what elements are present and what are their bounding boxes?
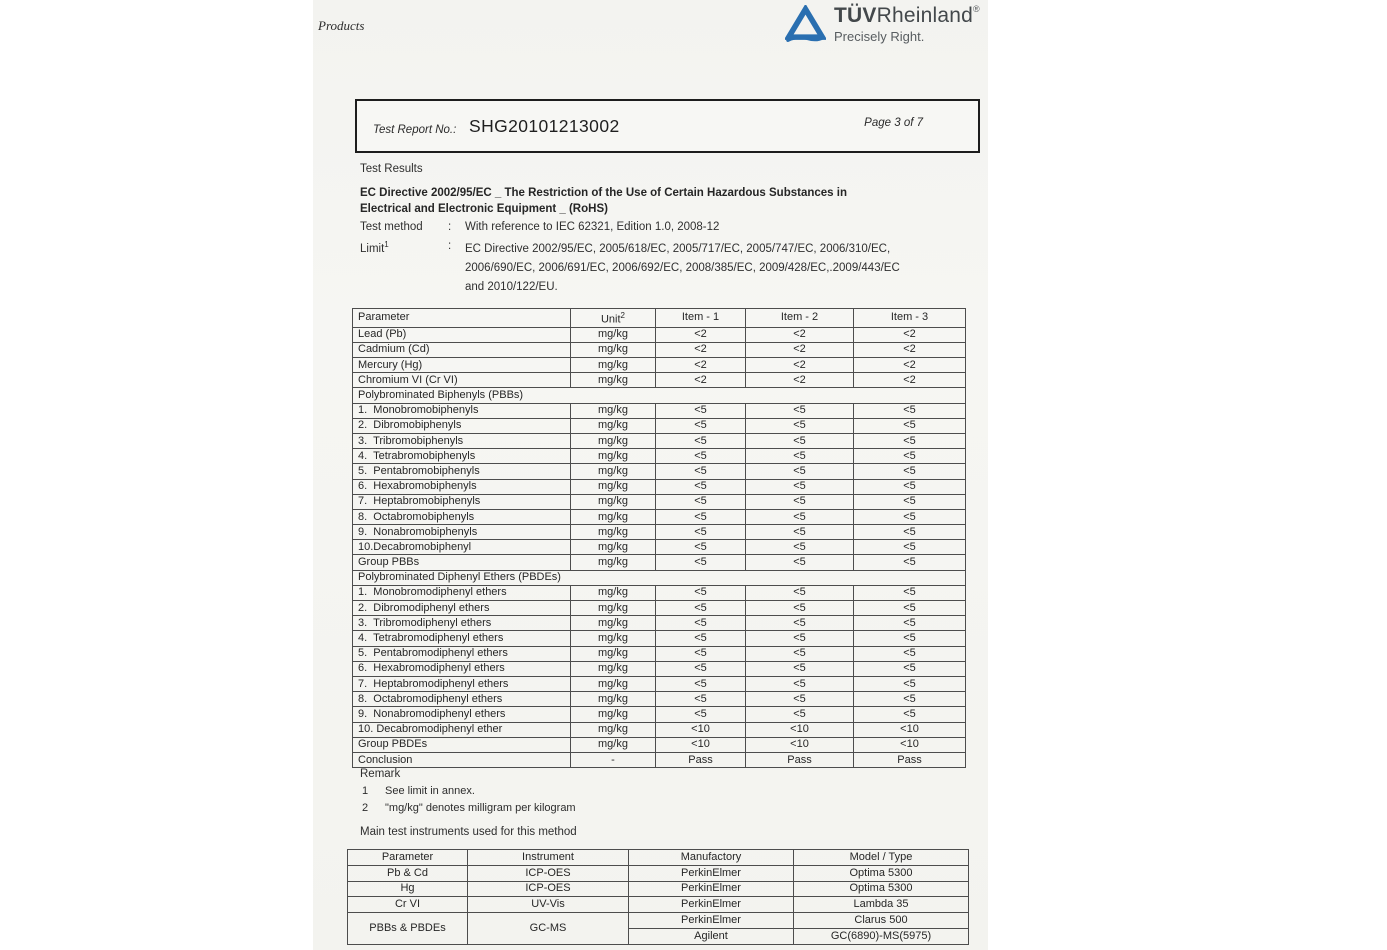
value-cell: <5 xyxy=(854,585,966,600)
instruments-cell: Lambda 35 xyxy=(794,897,969,913)
remark-item: 2 "mg/kg" denotes milligram per kilogram xyxy=(362,802,576,814)
instruments-cell: Pb & Cd xyxy=(348,865,468,881)
value-cell: <5 xyxy=(854,433,966,448)
limit-label: Limit$^1$ xyxy=(360,240,389,255)
instruments-row xyxy=(348,881,969,897)
report-number-box xyxy=(355,99,980,153)
value-cell: <5 xyxy=(746,646,854,661)
instruments-cell: PerkinElmer xyxy=(629,881,794,897)
value-cell: <2 xyxy=(656,358,746,373)
instruments-cell: PerkinElmer xyxy=(629,913,794,929)
value-cell: <5 xyxy=(746,403,854,418)
value-cell: <5 xyxy=(656,433,746,448)
value-cell: <5 xyxy=(746,433,854,448)
value-cell: <5 xyxy=(656,707,746,722)
instruments-row xyxy=(348,913,969,929)
results-row xyxy=(353,601,966,616)
value-cell: <10 xyxy=(854,737,966,752)
value-cell: <5 xyxy=(656,403,746,418)
results-row xyxy=(353,692,966,707)
limit-value: EC Directive 2002/95/EC, 2005/618/EC, 2005/717/EC, 2005/747/EC, 2006/310/EC, 2006/690/EC, 2006/691/EC, 2006/692/EC, 2008/385/EC, 2009/428/EC,.2009/443/EC and 2010/122/EU. xyxy=(465,243,900,293)
value-cell: mg/kg xyxy=(571,403,656,418)
value-cell: <5 xyxy=(746,676,854,691)
value-cell: <5 xyxy=(746,692,854,707)
value-cell: mg/kg xyxy=(571,342,656,357)
results-row xyxy=(353,327,966,342)
value-cell: <5 xyxy=(656,676,746,691)
value-cell: <5 xyxy=(854,676,966,691)
value-cell: mg/kg xyxy=(571,616,656,631)
limit-row: Limit$^1$ : xyxy=(360,240,452,255)
value-cell: <5 xyxy=(656,555,746,570)
instruments-cell: GC-MS xyxy=(468,913,629,945)
parameter-cell: 2. Dibromobiphenyls xyxy=(353,418,571,433)
value-cell: mg/kg xyxy=(571,494,656,509)
value-cell: <5 xyxy=(746,479,854,494)
instruments-cell: UV-Vis xyxy=(468,897,629,913)
instruments-cell: Hg xyxy=(348,881,468,897)
results-table-body xyxy=(353,327,966,767)
col-header-manufactory: Manufactory xyxy=(629,850,794,866)
value-cell: Pass xyxy=(746,752,854,767)
value-cell: <5 xyxy=(746,525,854,540)
value-cell: <5 xyxy=(746,509,854,524)
value-cell: <5 xyxy=(746,418,854,433)
col-header-instrument: Instrument xyxy=(468,850,629,866)
parameter-cell: 5. Pentabromodiphenyl ethers xyxy=(353,646,571,661)
parameter-cell: 8. Octabromodiphenyl ethers xyxy=(353,692,571,707)
value-cell: <5 xyxy=(854,525,966,540)
value-cell: <5 xyxy=(656,540,746,555)
value-cell: <5 xyxy=(746,601,854,616)
instruments-cell: PerkinElmer xyxy=(629,897,794,913)
value-cell: mg/kg xyxy=(571,418,656,433)
value-cell: <5 xyxy=(656,418,746,433)
instruments-cell: Cr VI xyxy=(348,897,468,913)
report-number: SHG20101213002 xyxy=(469,116,620,136)
value-cell: <5 xyxy=(854,449,966,464)
value-cell: mg/kg xyxy=(571,358,656,373)
instruments-caption: Main test instruments used for this method xyxy=(360,826,577,838)
results-row xyxy=(353,570,966,585)
results-row xyxy=(353,403,966,418)
value-cell: <5 xyxy=(854,661,966,676)
value-cell: <5 xyxy=(854,555,966,570)
instruments-cell: Agilent xyxy=(629,928,794,944)
value-cell: <5 xyxy=(656,585,746,600)
parameter-cell: Chromium VI (Cr VI) xyxy=(353,373,571,388)
instruments-header-row xyxy=(348,850,969,866)
col-header-parameter: Parameter xyxy=(353,309,571,328)
test-method-value: With reference to IEC 62321, Edition 1.0, 2008-12 xyxy=(465,221,720,233)
value-cell: <5 xyxy=(746,661,854,676)
value-cell: mg/kg xyxy=(571,585,656,600)
value-cell: <5 xyxy=(746,631,854,646)
value-cell: <5 xyxy=(854,464,966,479)
value-cell: <5 xyxy=(746,540,854,555)
value-cell: <2 xyxy=(854,373,966,388)
value-cell: mg/kg xyxy=(571,525,656,540)
value-cell: mg/kg xyxy=(571,327,656,342)
results-row xyxy=(353,555,966,570)
value-cell: <2 xyxy=(746,327,854,342)
test-results-title: Test Results xyxy=(360,163,423,175)
parameter-cell: 1. Monobromodiphenyl ethers xyxy=(353,585,571,600)
results-row xyxy=(353,373,966,388)
instruments-table-body xyxy=(348,865,969,944)
parameter-cell: 6. Hexabromodiphenyl ethers xyxy=(353,661,571,676)
value-cell: mg/kg xyxy=(571,479,656,494)
parameter-cell: 4. Tetrabromobiphenyls xyxy=(353,449,571,464)
parameter-cell: 10.Decabromobiphenyl xyxy=(353,540,571,555)
instruments-cell: ICP-OES xyxy=(468,881,629,897)
value-cell: mg/kg xyxy=(571,692,656,707)
parameter-cell: 2. Dibromodiphenyl ethers xyxy=(353,601,571,616)
value-cell: <5 xyxy=(656,509,746,524)
value-cell: <5 xyxy=(656,479,746,494)
value-cell: <5 xyxy=(854,692,966,707)
value-cell: mg/kg xyxy=(571,737,656,752)
instruments-table xyxy=(347,849,969,945)
results-row xyxy=(353,646,966,661)
parameter-cell: Mercury (Hg) xyxy=(353,358,571,373)
parameter-cell: 3. Tribromodiphenyl ethers xyxy=(353,616,571,631)
value-cell: mg/kg xyxy=(571,646,656,661)
parameter-cell: Conclusion xyxy=(353,752,571,767)
results-row xyxy=(353,464,966,479)
value-cell: <5 xyxy=(746,464,854,479)
col-header-model-type: Model / Type xyxy=(794,850,969,866)
results-row xyxy=(353,494,966,509)
results-row xyxy=(353,737,966,752)
parameter-cell: 8. Octabromobiphenyls xyxy=(353,509,571,524)
value-cell: <5 xyxy=(656,449,746,464)
results-row xyxy=(353,661,966,676)
value-cell: <2 xyxy=(746,373,854,388)
parameter-cell: 3. Tribromobiphenyls xyxy=(353,433,571,448)
results-row xyxy=(353,449,966,464)
value-cell: <5 xyxy=(656,646,746,661)
parameter-cell: 1. Monobromobiphenyls xyxy=(353,403,571,418)
test-method-label: Test method xyxy=(360,221,423,233)
value-cell: mg/kg xyxy=(571,601,656,616)
results-row xyxy=(353,525,966,540)
value-cell: <10 xyxy=(854,722,966,737)
value-cell: mg/kg xyxy=(571,373,656,388)
results-row xyxy=(353,752,966,767)
value-cell: <2 xyxy=(854,342,966,357)
parameter-cell: Lead (Pb) xyxy=(353,327,571,342)
value-cell: <5 xyxy=(656,661,746,676)
value-cell: Pass xyxy=(854,752,966,767)
value-cell: <5 xyxy=(656,616,746,631)
section-row-label: Polybrominated Diphenyl Ethers (PBDEs) xyxy=(353,570,966,585)
value-cell: <2 xyxy=(656,342,746,357)
results-row xyxy=(353,585,966,600)
value-cell: <2 xyxy=(746,342,854,357)
results-row xyxy=(353,540,966,555)
results-row xyxy=(353,509,966,524)
parameter-cell: 7. Heptabromodiphenyl ethers xyxy=(353,676,571,691)
value-cell: <10 xyxy=(656,737,746,752)
page-indicator: Page 3 of 7 xyxy=(864,117,923,129)
value-cell: <5 xyxy=(854,616,966,631)
results-table xyxy=(352,308,966,768)
results-row xyxy=(353,418,966,433)
col-header-parameter: Parameter xyxy=(348,850,468,866)
value-cell: <5 xyxy=(854,494,966,509)
value-cell: <2 xyxy=(854,358,966,373)
value-cell: <5 xyxy=(746,707,854,722)
value-cell: mg/kg xyxy=(571,464,656,479)
value-cell: <2 xyxy=(854,327,966,342)
value-cell: <5 xyxy=(854,601,966,616)
parameter-cell: Cadmium (Cd) xyxy=(353,342,571,357)
instruments-cell: Optima 5300 xyxy=(794,881,969,897)
value-cell: <5 xyxy=(746,555,854,570)
tuv-triangle-icon xyxy=(785,5,826,45)
value-cell: <5 xyxy=(656,494,746,509)
results-header-row xyxy=(353,309,966,328)
value-cell: <2 xyxy=(656,327,746,342)
report-number-label: Test Report No.: xyxy=(373,124,457,136)
value-cell: <2 xyxy=(746,358,854,373)
value-cell: mg/kg xyxy=(571,555,656,570)
test-method-row: Test method : With reference to IEC 62321, Edition 1.0, 2008-12 xyxy=(360,221,720,233)
instruments-row xyxy=(348,897,969,913)
results-row xyxy=(353,631,966,646)
parameter-cell: 6. Hexabromobiphenyls xyxy=(353,479,571,494)
value-cell: mg/kg xyxy=(571,540,656,555)
value-cell: mg/kg xyxy=(571,661,656,676)
value-cell: mg/kg xyxy=(571,509,656,524)
scanned-report-page xyxy=(313,0,988,950)
col-header-item1: Item - 1 xyxy=(656,309,746,328)
value-cell: mg/kg xyxy=(571,631,656,646)
value-cell: <10 xyxy=(746,737,854,752)
value-cell: <5 xyxy=(746,449,854,464)
parameter-cell: 9. Nonabromobiphenyls xyxy=(353,525,571,540)
brand-tagline: Precisely Right. xyxy=(834,29,925,45)
value-cell: <5 xyxy=(656,464,746,479)
value-cell: <5 xyxy=(854,479,966,494)
tuv-rheinland-logo xyxy=(785,5,980,45)
value-cell: <5 xyxy=(656,631,746,646)
instruments-cell: ICP-OES xyxy=(468,865,629,881)
parameter-cell: Group PBDEs xyxy=(353,737,571,752)
value-cell: <5 xyxy=(656,692,746,707)
brand-name: TÜVRheinland® xyxy=(834,4,980,27)
results-row xyxy=(353,707,966,722)
value-cell: mg/kg xyxy=(571,707,656,722)
parameter-cell: Group PBBs xyxy=(353,555,571,570)
results-row xyxy=(353,676,966,691)
value-cell: <10 xyxy=(656,722,746,737)
directive-heading: EC Directive 2002/95/EC _ The Restriction of the Use of Certain Hazardous Substances in Electrical and Electronic Equipment _ (RoHS) xyxy=(360,187,847,215)
products-label: Products xyxy=(318,18,365,33)
value-cell: <5 xyxy=(746,494,854,509)
results-row xyxy=(353,722,966,737)
value-cell: <5 xyxy=(854,646,966,661)
value-cell: <5 xyxy=(656,525,746,540)
value-cell: <5 xyxy=(854,509,966,524)
instruments-row xyxy=(348,865,969,881)
col-header-item3: Item - 3 xyxy=(854,309,966,328)
col-header-unit: Unit$^2$ xyxy=(571,309,656,328)
value-cell: <5 xyxy=(854,403,966,418)
value-cell: <2 xyxy=(656,373,746,388)
value-cell: <5 xyxy=(854,418,966,433)
results-row xyxy=(353,358,966,373)
results-row xyxy=(353,342,966,357)
value-cell: Pass xyxy=(656,752,746,767)
parameter-cell: 7. Heptabromobiphenyls xyxy=(353,494,571,509)
value-cell: <5 xyxy=(656,601,746,616)
results-row xyxy=(353,616,966,631)
registered-mark: ® xyxy=(972,4,980,14)
value-cell: mg/kg xyxy=(571,676,656,691)
parameter-cell: 9. Nonabromodiphenyl ethers xyxy=(353,707,571,722)
col-header-item2: Item - 2 xyxy=(746,309,854,328)
results-row xyxy=(353,433,966,448)
instruments-cell: Optima 5300 xyxy=(794,865,969,881)
parameter-cell: 10. Decabromodiphenyl ether xyxy=(353,722,571,737)
value-cell: <5 xyxy=(854,707,966,722)
instruments-cell: Clarus 500 xyxy=(794,913,969,929)
instruments-cell: PerkinElmer xyxy=(629,865,794,881)
remark-title: Remark xyxy=(360,768,401,780)
value-cell: <5 xyxy=(746,585,854,600)
value-cell: mg/kg xyxy=(571,449,656,464)
value-cell: mg/kg xyxy=(571,722,656,737)
remark-item: 1 See limit in annex. xyxy=(362,785,475,797)
value-cell: <10 xyxy=(746,722,854,737)
value-cell: <5 xyxy=(854,540,966,555)
instruments-cell: PBBs & PBDEs xyxy=(348,913,468,945)
parameter-cell: 5. Pentabromobiphenyls xyxy=(353,464,571,479)
parameter-cell: 4. Tetrabromodiphenyl ethers xyxy=(353,631,571,646)
value-cell: <5 xyxy=(854,631,966,646)
instruments-cell: GC(6890)-MS(5975) xyxy=(794,928,969,944)
results-row xyxy=(353,479,966,494)
results-row xyxy=(353,388,966,403)
value-cell: mg/kg xyxy=(571,433,656,448)
value-cell: - xyxy=(571,752,656,767)
section-row-label: Polybrominated Biphenyls (PBBs) xyxy=(353,388,966,403)
value-cell: <5 xyxy=(746,616,854,631)
